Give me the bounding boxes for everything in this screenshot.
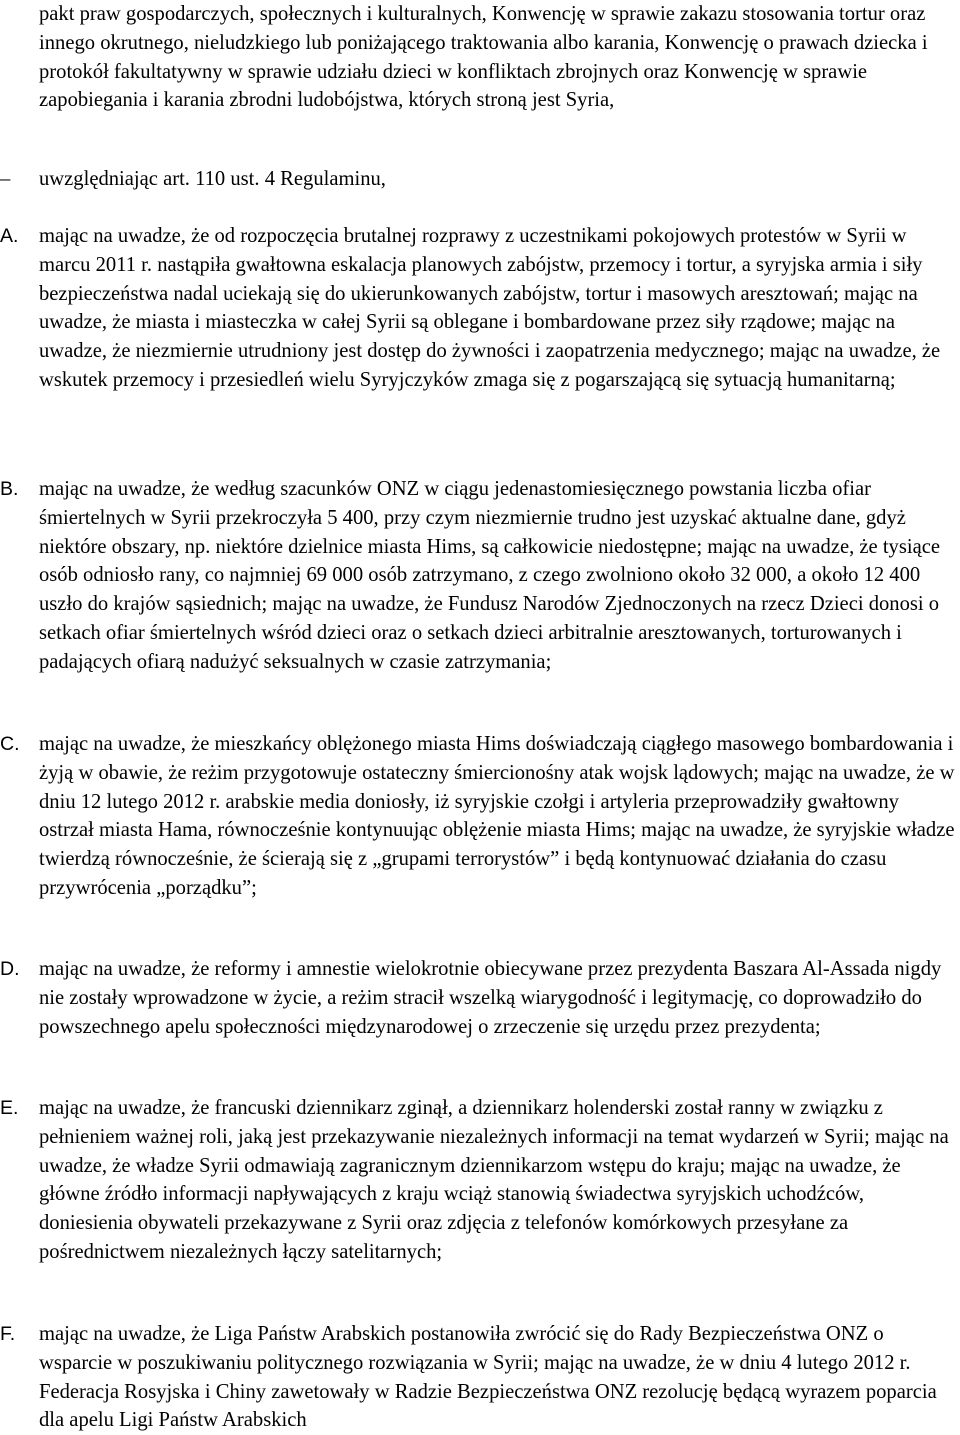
recital-letter: B.: [0, 478, 19, 500]
recital-letter: E.: [0, 1097, 19, 1119]
recital-c: [0, 730, 958, 903]
recital-letter: D.: [0, 958, 20, 980]
recital-text: mając na uwadze, że od rozpoczęcia brutalnej rozprawy z uczestnikami pokojowych protestów w Syrii w marcu 2011 r. nastąpiła gwałtowna eskalacja planowych zabójstw, przemocy i tortur, a syryjska armia i siły bezpieczeństwa nadal uciekają się do ukierunkowanych zabójstw, tortur i masowych aresztowań; mając na uwadze, że miasta i miasteczka w całej Syrii są oblegane i bombardowane przez siły rządowe; mając na uwadze, że niezmiernie utrudniony jest dostęp do żywności i zaopatrzenia medycznego; mając na uwadze, że wskutek przemocy i przesiedleń wielu Syryjczyków zmaga się z pogarszającą się sytuacją humanitarną;: [39, 225, 941, 391]
recital-text: mając na uwadze, że francuski dziennikarz zginął, a dziennikarz holenderski został ranny w związku z pełnieniem ważnej roli, jaką jest przekazywanie niezależnych informacji na temat wydarzeń w Syrii; mając na uwadze, że władze Syrii odmawiają zagranicznym dziennikarzom wstępu do kraju; mając na uwadze, że główne źródło informacji napływających z kraju wciąż stanowią świadectwa syryjskich uchodźców, doniesienia obywateli przekazywane z Syrii oraz zdjęcia z telefonów komórkowych przesyłane za pośrednictwem niezależnych łączy satelitarnych;: [39, 1097, 949, 1263]
recital-letter: C.: [0, 733, 20, 755]
recital-a: [0, 222, 958, 395]
recital-text: mając na uwadze, że według szacunków ONZ w ciągu jedenastomiesięcznego powstania liczba ofiar śmiertelnych w Syrii przekroczyła 5 400, przy czym niezmiernie trudno jest uzyskać aktualne dane, gdyż niektóre obszary, np. niektóre dzielnice miasta Hims, są całkowicie niedostępne; mając na uwadze, że tysiące osób odniosło rany, co najmniej 69 000 osób zatrzymano, z czego zwolniono około 32 000, a około 12 400 uszło do krajów sąsiednich; mając na uwadze, że Fundusz Narodów Zjednoczonych na rzecz Dzieci donosi o setkach ofiar śmiertelnych wśród dzieci oraz o setkach dzieci arbitralnie aresztowanych, torturowanych i padających ofiarą nadużyć seksualnych w czasie zatrzymania;: [39, 478, 940, 673]
recital-letter: A.: [0, 225, 19, 247]
intro-paragraph: pakt praw gospodarczych, społecznych i kulturalnych, Konwencję w sprawie zakazu stosowania tortur oraz innego okrutnego, nieludzkiego lub poniżającego traktowania albo karania, Konwencję o prawach dziecka i protokół fakultatywny w sprawie udziału dzieci w konfliktach zbrojnych oraz Konwencję w sprawie zapobiegania i karania zbrodni ludobójstwa, których stroną jest Syria,: [39, 3, 928, 112]
citation-text: uwzględniając art. 110 ust. 4 Regulaminu,: [39, 168, 386, 190]
recital-text: mając na uwadze, że mieszkańcy oblężonego miasta Hims doświadczają ciągłego masowego bombardowania i żyją w obawie, że reżim przygotowuje ostateczny śmiercionośny atak wojsk lądowych; mając na uwadze, że w dniu 12 lutego 2012 r. arabskie media doniosły, iż syryjskie czołgi i artyleria przeprowadziły gwałtowny ostrzał miasta Hama, równocześnie kontynuując oblężenie miasta Hims; mając na uwadze, że syryjskie władze twierdzą równocześnie, że ścierają się z „grupami terrorystów” i będą kontynuować działania do czasu przywrócenia „porządku”;: [39, 733, 955, 899]
recital-text: mając na uwadze, że Liga Państw Arabskich postanowiła zwrócić się do Rady Bezpieczeństwa ONZ o wsparcie w poszukiwaniu politycznego rozwiązania w Syrii; mając na uwadze, że w dniu 4 lutego 2012 r. Federacja Rosyjska i Chiny zawetowały w Radzie Bezpieczeństwa ONZ rezolucję będącą wyrazem poparcia dla apelu Ligi Państw Arabskich: [39, 1323, 937, 1432]
recital-e: [0, 1094, 958, 1267]
recital-b: [0, 475, 958, 677]
recital-text: mając na uwadze, że reformy i amnestie wielokrotnie obiecywane przez prezydenta Baszara Al-Assada nigdy nie zostały wprowadzone w życie, a reżim stracił wszelką wiarygodność i legitymację, co doprowadziło do powszechnego apelu społeczności międzynarodowej o zrzeczenie się urzędu przez prezydenta;: [39, 958, 942, 1038]
recital-letter: F.: [0, 1323, 16, 1345]
recital-d: [0, 955, 958, 1041]
dash-bullet: –: [0, 168, 11, 190]
recital-f: [0, 1320, 958, 1435]
